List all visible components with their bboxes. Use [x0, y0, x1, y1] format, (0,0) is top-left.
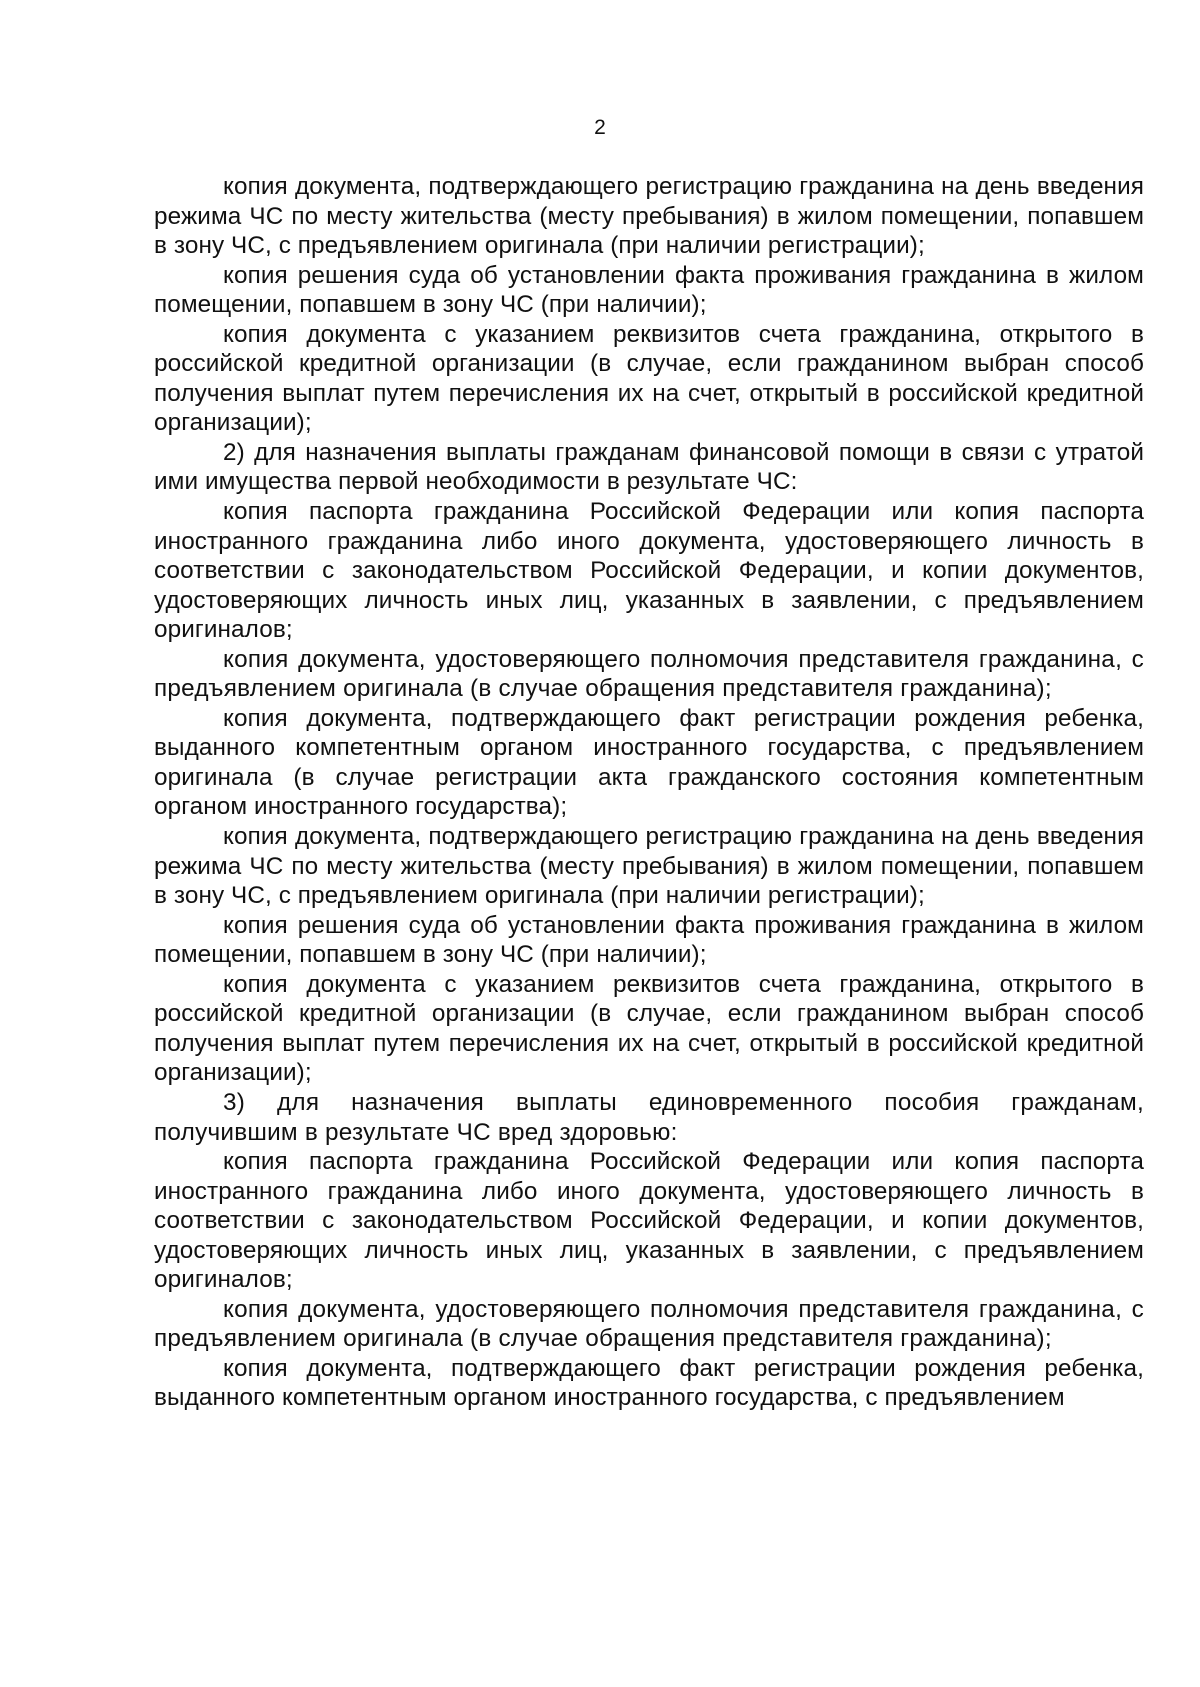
- document-body: [154, 172, 1144, 1413]
- paragraph-item-3-heading: 3) для назначения выплаты единовременного пособия гражданам, получившим в результате ЧС вред здоровью:: [154, 1088, 1144, 1146]
- paragraph-bank-account-copy-2: копия документа с указанием реквизитов счета гражданина, открытого в российской кредитной организации (в случае, если гражданином выбран способ получения выплат путем перечисления их на счет, открытый в российской кредитной организации);: [154, 970, 1144, 1087]
- paragraph-passport-copy: копия паспорта гражданина Российской Федерации или копия паспорта иностранного гражданина либо иного документа, удостоверяющего личность в соответствии с законодательством Российской Федерации, и копии документов, удостоверяющих личность иных лиц, указанных в заявлении, с предъявлением оригиналов;: [154, 498, 1144, 644]
- paragraph-registration-copy-2: копия документа, подтверждающего регистрацию гражданина на день введения режима ЧС по месту жительства (месту пребывания) в жилом помещении, попавшем в зону ЧС, с предъявлением оригинала (при наличии регистрации);: [154, 823, 1144, 910]
- page-number: 2: [594, 116, 606, 139]
- paragraph-representative-authority-copy-2: копия документа, удостоверяющего полномочия представителя гражданина, с предъявлением оригинала (в случае обращения представителя гражданина);: [154, 1295, 1144, 1353]
- paragraph-representative-authority-copy: копия документа, удостоверяющего полномочия представителя гражданина, с предъявлением оригинала (в случае обращения представителя гражданина);: [154, 645, 1144, 703]
- paragraph-birth-registration-copy-2: копия документа, подтверждающего факт регистрации рождения ребенка, выданного компетентным органом иностранного государства, с предъявлением: [154, 1354, 1144, 1412]
- paragraph-court-decision-copy-2: копия решения суда об установлении факта проживания гражданина в жилом помещении, попавшем в зону ЧС (при наличии);: [154, 911, 1144, 969]
- paragraph-registration-copy: копия документа, подтверждающего регистрацию гражданина на день введения режима ЧС по месту жительства (месту пребывания) в жилом помещении, попавшем в зону ЧС, с предъявлением оригинала (при наличии регистрации);: [154, 173, 1144, 260]
- paragraph-item-2-heading: 2) для назначения выплаты гражданам финансовой помощи в связи с утратой ими имущества первой необходимости в результате ЧС:: [154, 438, 1144, 496]
- paragraph-birth-registration-copy: копия документа, подтверждающего факт регистрации рождения ребенка, выданного компетентным органом иностранного государства, с предъявлением оригинала (в случае регистрации акта гражданского состояния компетентным органом иностранного государства);: [154, 704, 1144, 821]
- paragraph-passport-copy-2: копия паспорта гражданина Российской Федерации или копия паспорта иностранного гражданина либо иного документа, удостоверяющего личность в соответствии с законодательством Российской Федерации, и копии документов, удостоверяющих личность иных лиц, указанных в заявлении, с предъявлением оригиналов;: [154, 1148, 1144, 1294]
- paragraph-court-decision-copy: копия решения суда об установлении факта проживания гражданина в жилом помещении, попавшем в зону ЧС (при наличии);: [154, 261, 1144, 319]
- paragraph-bank-account-copy: копия документа с указанием реквизитов счета гражданина, открытого в российской кредитной организации (в случае, если гражданином выбран способ получения выплат путем перечисления их на счет, открытый в российской кредитной организации);: [154, 320, 1144, 437]
